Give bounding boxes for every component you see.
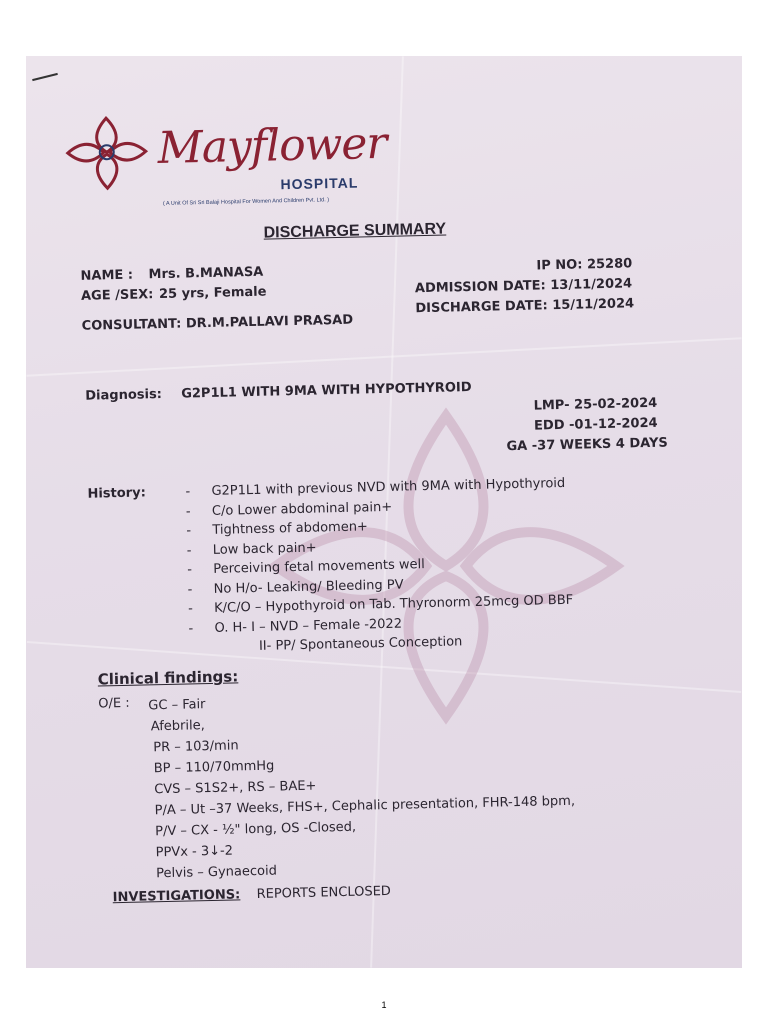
diagnosis-label: Diagnosis: (85, 387, 163, 404)
diagnosis-value: G2P1L1 WITH 9MA WITH HYPOTHYROID (181, 379, 472, 402)
history-item: C/o Lower abdominal pain+ (211, 499, 393, 519)
page-number: 1 (381, 1000, 387, 1010)
hospital-brand-sub: HOSPITAL (280, 174, 359, 193)
patient-age-sex: 25 yrs, Female (158, 284, 267, 303)
list-item: PPVx - 3↓-2 (155, 843, 234, 861)
history-continuation: II- PP/ Spontaneous Conception (258, 634, 463, 654)
history-label: History: (87, 485, 146, 502)
admission-date: ADMISSION DATE: 13/11/2024 (414, 276, 633, 297)
document-photo (26, 56, 742, 968)
history-item: Perceiving fetal movements well (213, 557, 425, 577)
document-title: DISCHARGE SUMMARY (263, 220, 447, 242)
clinical-findings-heading: Clinical findings: (97, 667, 239, 689)
history-item: G2P1L1 with previous NVD with 9MA with Hypothyroid (211, 475, 566, 499)
list-item: Afebrile, (150, 718, 205, 735)
oe-label: O/E : (98, 695, 130, 712)
list-item: - K/C/O – Hypothyroid on Tab. Thyronorm 25mcg OD BBF (187, 592, 574, 617)
list-item: - G2P1L1 with previous NVD with 9MA with Hypothyroid (185, 475, 566, 500)
list-item: P/A – Ut –37 Weeks, FHS+, Cephalic presentation, FHR-148 bpm, (154, 793, 576, 819)
list-item: CVS – S1S2+, RS – BAE+ (154, 778, 317, 798)
investigations-value: REPORTS ENCLOSED (256, 883, 392, 902)
list-item: - No H/o- Leaking/ Bleeding PV (187, 577, 404, 597)
list-item: - Perceiving fetal movements well (187, 557, 425, 578)
gestational-age: GA -37 WEEKS 4 DAYS (506, 435, 668, 455)
edd-date: EDD -01-12-2024 (533, 415, 658, 434)
history-item: Low back pain+ (212, 540, 317, 558)
discharge-date: DISCHARGE DATE: 15/11/2024 (415, 296, 635, 317)
list-item: GC – Fair (148, 697, 206, 714)
patient-name-label: NAME : (80, 267, 134, 284)
history-item: Tightness of abdomen+ (212, 519, 369, 538)
list-item: P/V – CX - ½" long, OS -Closed, (155, 819, 357, 840)
list-item: - Tightness of abdomen+ (186, 519, 369, 539)
list-item: - Low back pain+ (186, 540, 317, 558)
patient-name: Mrs. B.MANASA (148, 264, 264, 283)
history-item: No H/o- Leaking/ Bleeding PV (213, 577, 404, 597)
patient-age-sex-label: AGE /SEX: (80, 287, 154, 304)
history-item: O. H- I – NVD – Female -2022 (214, 616, 403, 636)
history-list (185, 474, 574, 658)
lmp-date: LMP- 25-02-2024 (533, 395, 658, 414)
list-item: - C/o Lower abdominal pain+ (185, 499, 393, 519)
list-item: BP – 110/70mmHg (153, 758, 275, 777)
list-item: - O. H- I – NVD – Female -2022 (188, 616, 403, 636)
clinical-findings-list (148, 686, 577, 885)
hospital-tagline: ( A Unit Of Sri Sri Balaji Hospital For Women And Children Pvt. Ltd. ) (162, 197, 330, 207)
list-item: PR – 103/min (153, 738, 239, 756)
ip-number: IP NO: 25280 (536, 256, 633, 274)
list-item: Pelvis – Gynaecoid (155, 863, 278, 882)
mayflower-logo-icon (61, 111, 153, 193)
history-item: K/C/O – Hypothyroid on Tab. Thyronorm 25mcg OD BBF (213, 592, 574, 616)
document-sheet (26, 56, 742, 968)
consultant: CONSULTANT: DR.M.PALLAVI PRASAD (81, 312, 354, 334)
hospital-brand-name: Mayflower (157, 117, 387, 175)
investigations-label: INVESTIGATIONS: (112, 887, 241, 906)
